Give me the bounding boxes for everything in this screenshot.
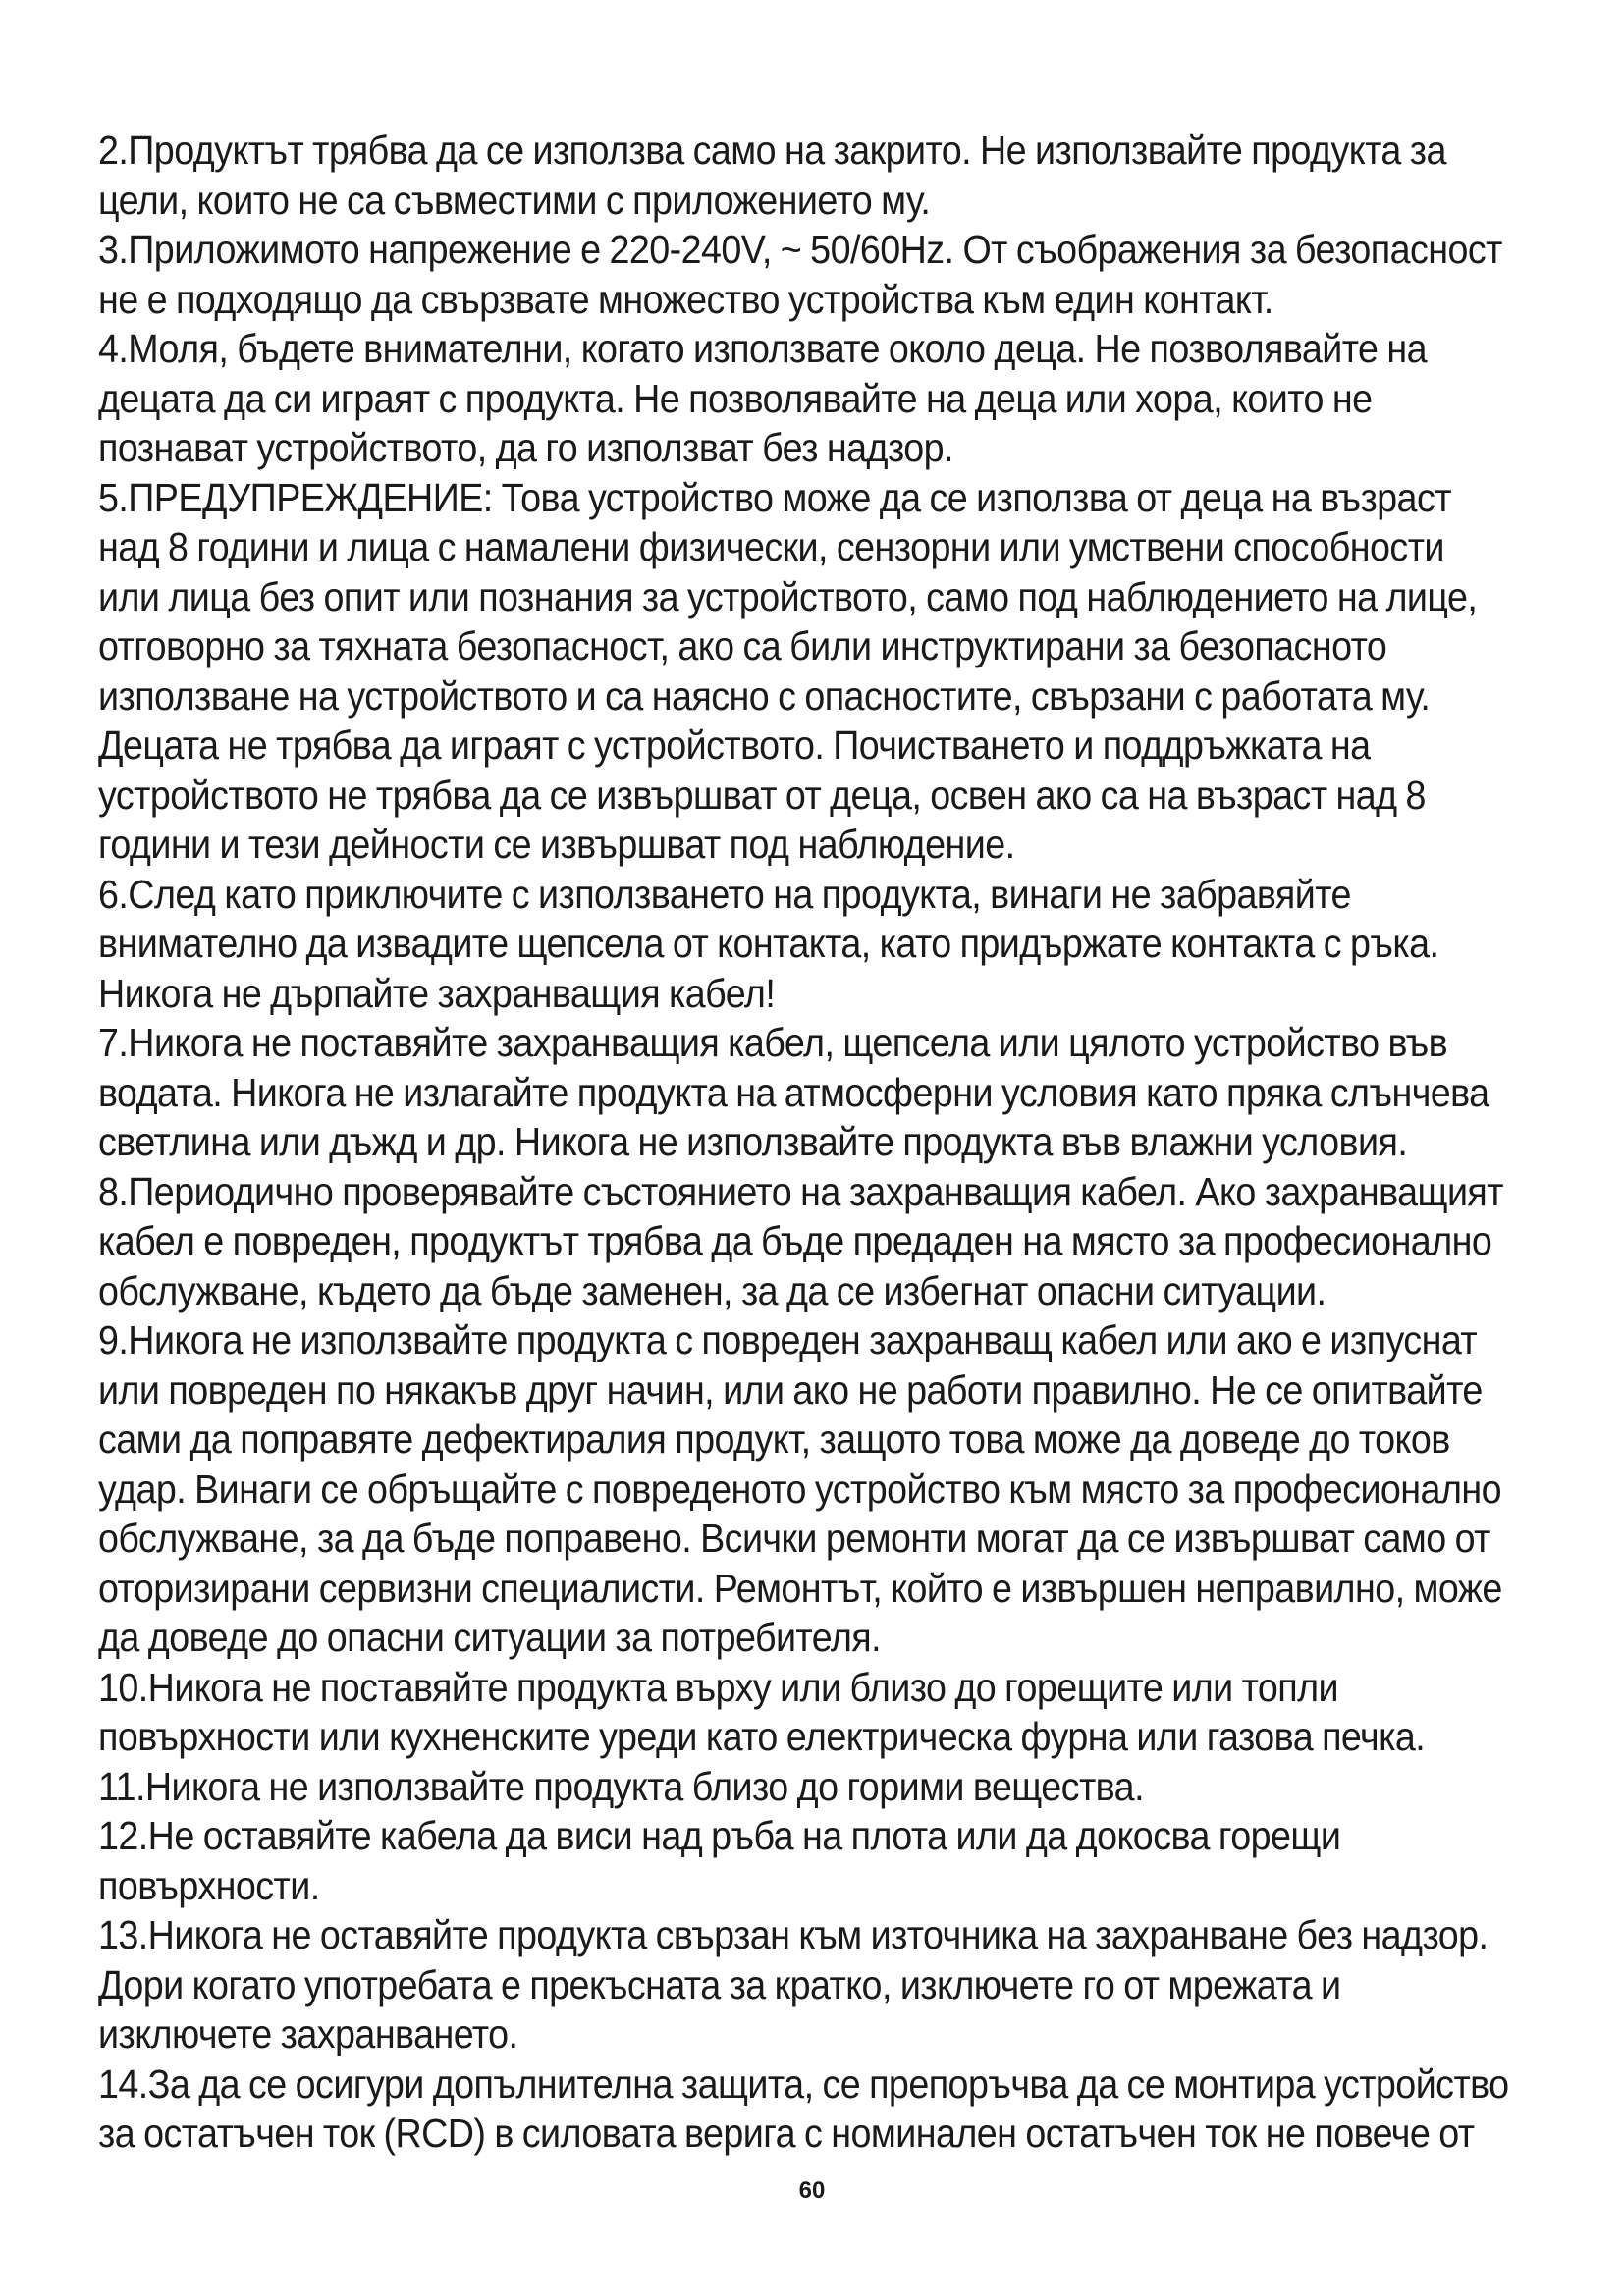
text-line: 2.Продуктът трябва да се използва само на закрито. Не използвайте продукта за	[98, 128, 1446, 173]
text-line: 6.След като приключите с използването на продукта, винаги не забравяйте	[98, 871, 1351, 917]
text-line: кабел е повреден, продуктът трябва да бъде предаден на място за професионално	[98, 1218, 1492, 1263]
safety-instruction-paragraph	[98, 870, 1532, 1019]
text-line: за остатъчен ток (RCD) в силовата верига с номинален остатъчен ток не повече от	[98, 2110, 1475, 2156]
text-line: 12.Не оставяйте кабела да виси над ръба на плота или да докосва горещи	[98, 1813, 1341, 1858]
text-line: или лица без опит или познания за устройството, само под наблюдението на лице,	[98, 573, 1478, 619]
text-line: познават устройството, да го използват без надзор.	[98, 425, 953, 470]
safety-instruction-paragraph	[98, 1663, 1532, 1762]
safety-instruction-paragraph	[98, 473, 1532, 870]
document-body	[98, 126, 1532, 2159]
text-line: 10.Никога не поставяйте продукта върху или близо до горещите или топли	[98, 1664, 1339, 1710]
text-line: сами да поправяте дефектиралия продукт, защото това може да доведе до токов	[98, 1416, 1450, 1462]
text-line: устройството не трябва да се извършват от деца, освен ако са на възраст над 8	[98, 772, 1426, 818]
text-line: удар. Винаги се обръщайте с повреденото устройство към място за професионално	[98, 1466, 1502, 1512]
text-line: водата. Никога не излагайте продукта на атмосферни условия като пряка слънчева	[98, 1069, 1489, 1115]
text-line: оторизирани сервизни специалисти. Ремонтът, който е извършен неправилно, може	[98, 1565, 1502, 1611]
text-line: 13.Никога не оставяйте продукта свързан към източника на захранване без надзор.	[98, 1912, 1489, 1957]
safety-instruction-paragraph	[98, 324, 1532, 473]
text-line: повърхности или кухненските уреди като електрическа фурна или газова печка.	[98, 1714, 1426, 1759]
text-line: внимателно да извадите щепсела от контакта, като придържате контакта с ръка.	[98, 921, 1439, 966]
safety-instruction-paragraph	[98, 1811, 1532, 1910]
text-line: Никога не дърпайте захранващия кабел!	[98, 970, 776, 1016]
text-line: Децата не трябва да играят с устройството. Почистването и поддръжката на	[98, 722, 1371, 768]
text-line: 9.Никога не използвайте продукта с повреден захранващ кабел или ако е изпуснат	[98, 1317, 1478, 1362]
text-line: над 8 години и лица с намалени физически, сензорни или умствени способности	[98, 524, 1444, 569]
text-line: или повреден по някакъв друг начин, или ако не работи правилно. Не се опитвайте	[98, 1366, 1483, 1413]
safety-instruction-paragraph	[98, 1315, 1532, 1663]
text-line: да доведе до опасни ситуации за потребителя.	[98, 1615, 882, 1660]
text-line: 8.Периодично проверявайте състоянието на захранващия кабел. Ако захранващият	[98, 1168, 1503, 1214]
safety-instruction-paragraph	[98, 1762, 1532, 1812]
text-line: години и тези дейности се извършват под наблюдение.	[98, 822, 1015, 867]
text-line: светлина или дъжд и др. Никога не използвайте продукта във влажни условия.	[98, 1119, 1408, 1164]
text-line: обслужване, за да бъде поправено. Всички ремонти могат да се извършват само от	[98, 1516, 1490, 1561]
safety-instruction-paragraph	[98, 1910, 1532, 2059]
text-line: 7.Никога не поставяйте захранващия кабел, щепсела или цялото устройство във	[98, 1020, 1448, 1065]
text-line: децата да си играят с продукта. Не позволявайте на деца или хора, които не	[98, 375, 1373, 421]
text-line: 11.Никога не използвайте продукта близо до горими вещества.	[98, 1763, 1144, 1809]
text-line: 5.ПРЕДУПРЕЖДЕНИЕ: Това устройство може да се използва от деца на възраст	[98, 474, 1451, 520]
safety-instruction-paragraph	[98, 126, 1532, 225]
safety-instruction-paragraph	[98, 1018, 1532, 1167]
text-line: изключете захранването.	[98, 2011, 518, 2056]
text-line: цели, които не са съвместими с приложението му.	[98, 177, 931, 223]
text-line: обслужване, където да бъде заменен, за да се избегнат опасни ситуации.	[98, 1267, 1326, 1313]
text-line: Дори когато употребата е прекъсната за кратко, изключете го от мрежата и	[98, 1961, 1341, 2007]
text-line: повърхности.	[98, 1862, 320, 1908]
text-line: 14.За да се осигури допълнителна защита, се препоръчва да се монтира устройство	[98, 2060, 1509, 2107]
page-number: 60	[798, 2177, 826, 2204]
text-line: използване на устройството и са наясно с опасностите, свързани с работата му.	[98, 672, 1431, 719]
text-line: 4.Моля, бъдете внимателни, когато използвате около деца. Не позволявайте на	[98, 326, 1428, 371]
safety-instruction-paragraph	[98, 1167, 1532, 1316]
safety-instruction-paragraph	[98, 225, 1532, 324]
safety-instruction-paragraph	[98, 2059, 1532, 2159]
text-line: отговорно за тяхната безопасност, ако са били инструктирани за безопасното	[98, 623, 1387, 668]
text-line: не е подходящо да свързвате множество устройства към един контакт.	[98, 276, 1273, 322]
text-line: 3.Приложимото напрежение е 220-240V, ~ 50/60Hz. От съображения за безопасност	[98, 227, 1502, 272]
